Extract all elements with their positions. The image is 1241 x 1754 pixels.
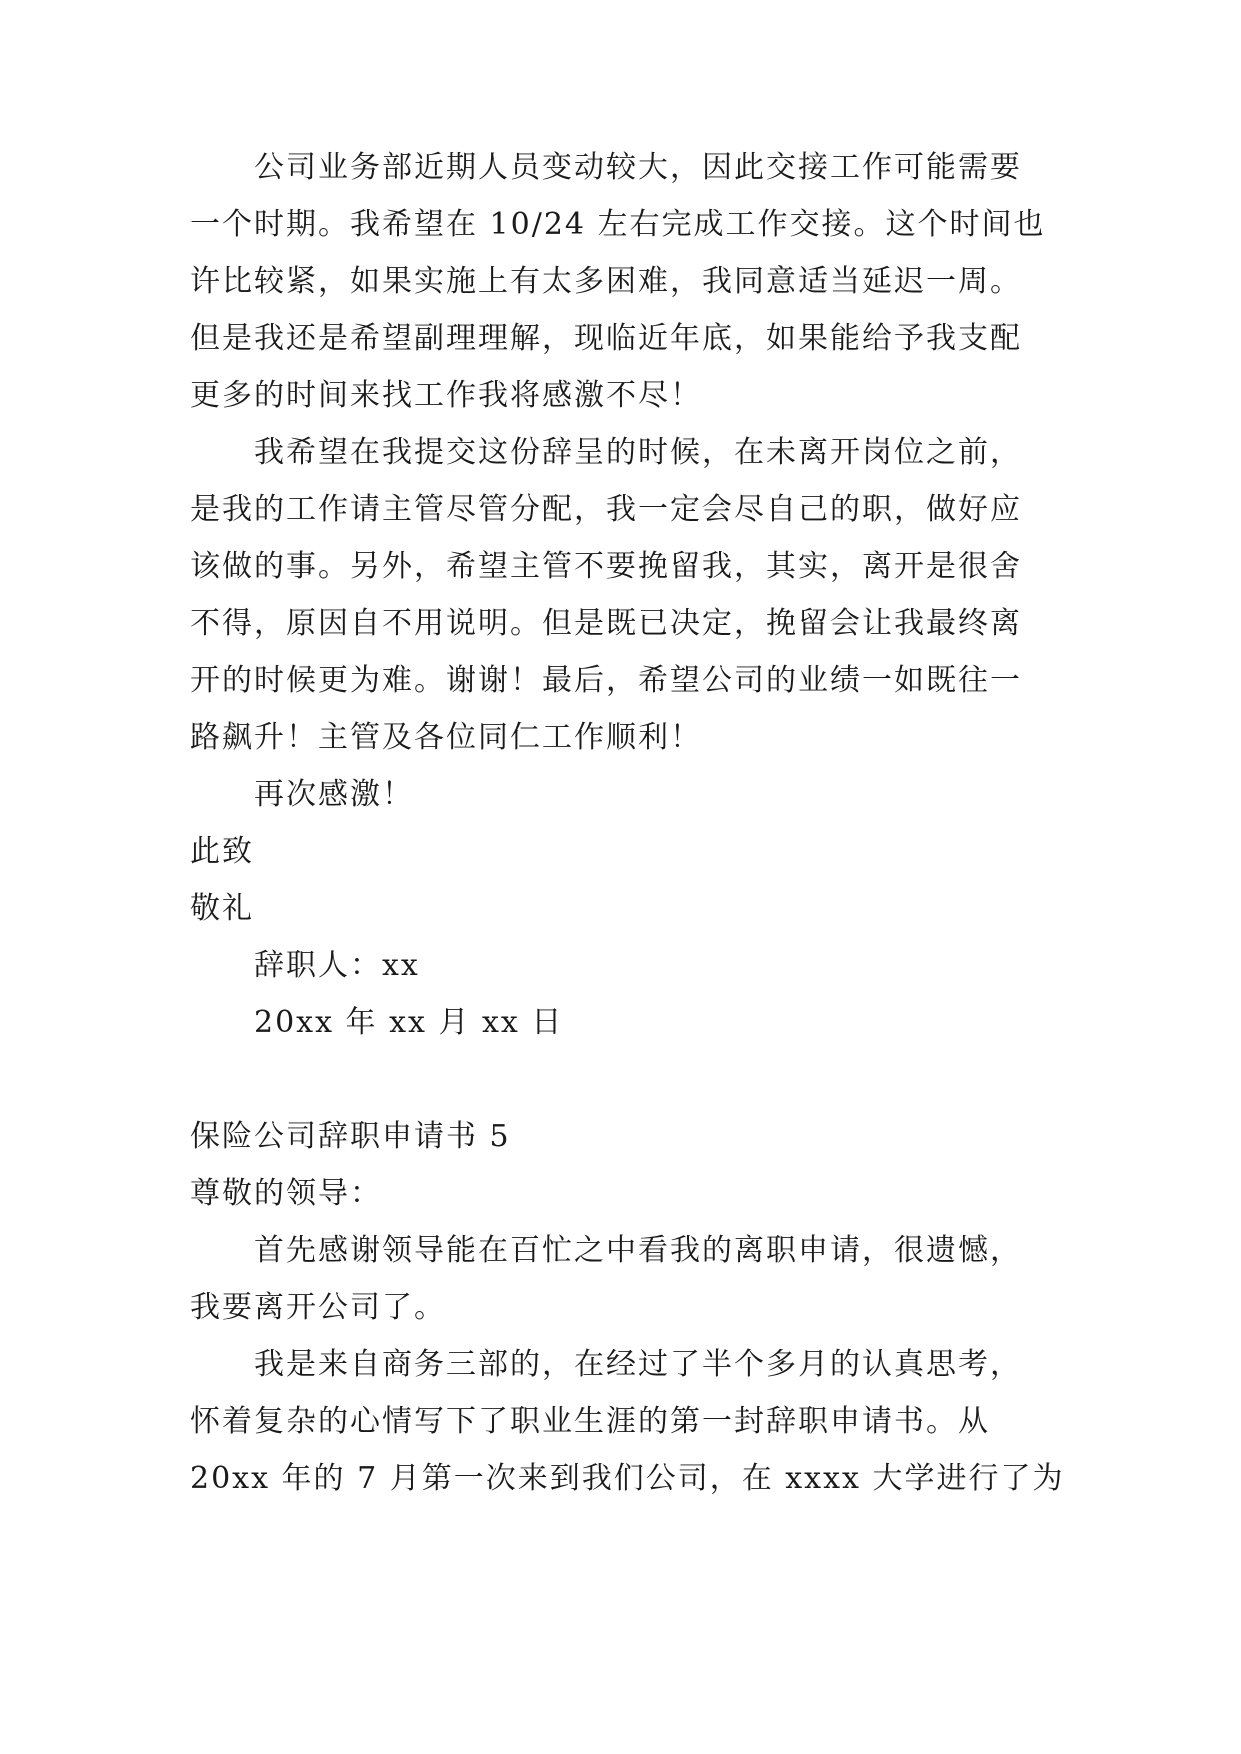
paragraph-line: 我是来自商务三部的，在经过了半个多月的认真思考， <box>254 1347 1022 1382</box>
closing-jing-li: 敬礼 <box>190 891 254 926</box>
paragraph-line: 更多的时间来找工作我将感激不尽！ <box>190 378 702 413</box>
paragraph-line: 路飙升！主管及各位同仁工作顺利！ <box>190 720 702 755</box>
paragraph-line: 不得，原因自不用说明。但是既已决定，挽留会让我最终离 <box>190 606 1022 641</box>
section-title: 保险公司辞职申请书 5 <box>190 1119 511 1154</box>
date: 20xx 年 xx 月 xx 日 <box>254 1005 564 1040</box>
paragraph-line: 我希望在我提交这份辞呈的时候，在未离开岗位之前， <box>254 435 1022 470</box>
paragraph-line: 公司业务部近期人员变动较大，因此交接工作可能需要 <box>254 150 1022 185</box>
paragraph-line: 但是我还是希望副理理解，现临近年底，如果能给予我支配 <box>190 321 1022 356</box>
paragraph-line: 开的时候更为难。谢谢！最后，希望公司的业绩一如既往一 <box>190 663 1022 698</box>
paragraph-line: 一个时期。我希望在 10/24 左右完成工作交接。这个时间也 <box>190 207 1046 242</box>
salutation: 尊敬的领导： <box>190 1176 382 1211</box>
paragraph-line: 怀着复杂的心情写下了职业生涯的第一封辞职申请书。从 <box>190 1404 990 1439</box>
closing-thanks: 再次感激！ <box>254 777 414 812</box>
closing-ci-zhi: 此致 <box>190 834 254 869</box>
paragraph-line: 我要离开公司了。 <box>190 1290 446 1325</box>
paragraph-line: 20xx 年的 7 月第一次来到我们公司，在 xxxx 大学进行了为 <box>190 1461 1065 1496</box>
signer: 辞职人：xx <box>254 948 420 983</box>
paragraph-line: 是我的工作请主管尽管分配，我一定会尽自己的职，做好应 <box>190 492 1022 527</box>
paragraph-line: 该做的事。另外，希望主管不要挽留我，其实，离开是很舍 <box>190 549 1022 584</box>
paragraph-line: 许比较紧，如果实施上有太多困难，我同意适当延迟一周。 <box>190 264 1022 299</box>
paragraph-line: 首先感谢领导能在百忙之中看我的离职申请，很遗憾， <box>254 1233 1022 1268</box>
